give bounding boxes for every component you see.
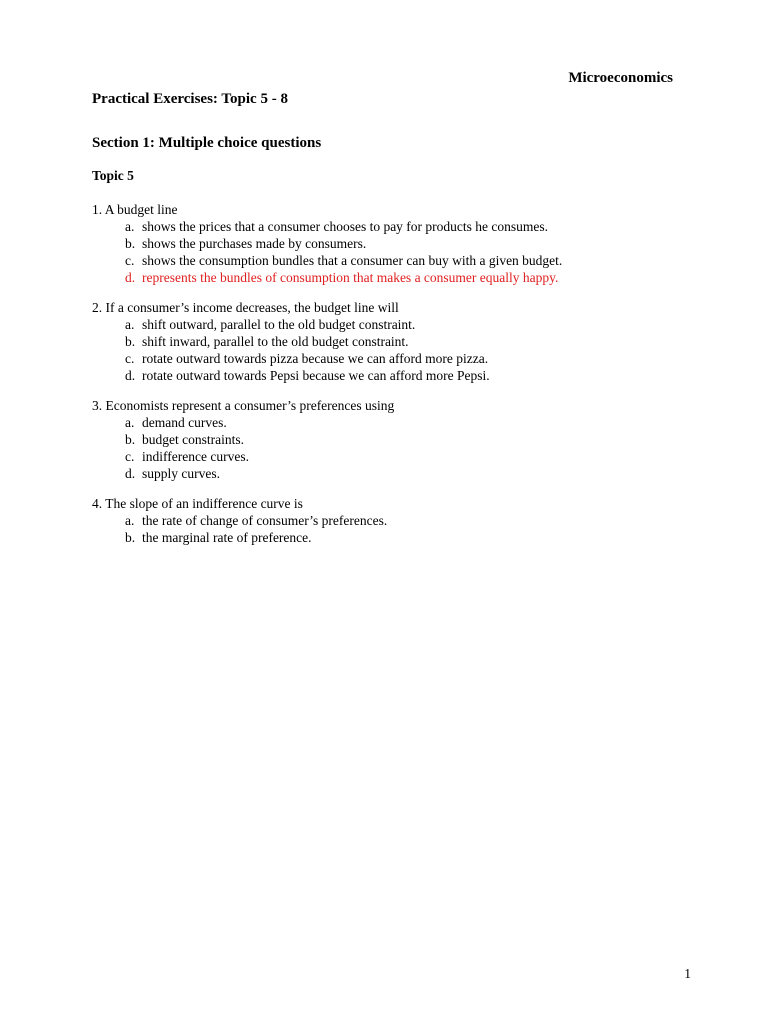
option-text: represents the bundles of consumption that makes a consumer equally happy. bbox=[142, 270, 559, 285]
option-letter: d. bbox=[125, 368, 136, 383]
question-stem: 1. A budget line bbox=[92, 202, 178, 217]
option-list bbox=[92, 316, 692, 384]
option-d bbox=[92, 367, 692, 384]
question-2 bbox=[92, 299, 692, 384]
document-title: Practical Exercises: Topic 5 - 8 bbox=[92, 91, 288, 107]
option-letter: a. bbox=[125, 415, 135, 430]
option-a bbox=[92, 316, 692, 333]
option-text: shows the consumption bundles that a consumer can buy with a given budget. bbox=[142, 253, 563, 268]
option-a bbox=[92, 218, 692, 235]
option-letter: a. bbox=[125, 219, 135, 234]
question-4 bbox=[92, 495, 692, 546]
option-c bbox=[92, 448, 692, 465]
option-c bbox=[92, 350, 692, 367]
question-3 bbox=[92, 397, 692, 482]
option-b bbox=[92, 529, 692, 546]
option-list bbox=[92, 512, 692, 546]
page-number: 1 bbox=[684, 966, 691, 981]
option-letter: b. bbox=[125, 432, 136, 447]
option-letter: d. bbox=[125, 270, 136, 285]
option-letter: c. bbox=[125, 449, 135, 464]
course-name: Microeconomics bbox=[568, 70, 673, 86]
option-a bbox=[92, 414, 692, 431]
option-list bbox=[92, 414, 692, 482]
option-d-highlighted bbox=[92, 269, 692, 286]
option-text: shows the prices that a consumer chooses to pay for products he consumes. bbox=[142, 219, 549, 234]
option-text: rotate outward towards pizza because we can afford more pizza. bbox=[142, 351, 489, 366]
option-text: rotate outward towards Pepsi because we can afford more Pepsi. bbox=[142, 368, 490, 383]
option-letter: b. bbox=[125, 236, 136, 251]
question-stem: 3. Economists represent a consumer’s preferences using bbox=[92, 398, 395, 413]
option-letter: c. bbox=[125, 253, 135, 268]
option-d bbox=[92, 465, 692, 482]
option-b bbox=[92, 235, 692, 252]
option-b bbox=[92, 333, 692, 350]
option-text: budget constraints. bbox=[142, 432, 244, 447]
option-text: the marginal rate of preference. bbox=[142, 530, 312, 545]
option-letter: b. bbox=[125, 530, 136, 545]
option-letter: c. bbox=[125, 351, 135, 366]
question-1 bbox=[92, 201, 692, 286]
option-text: the rate of change of consumer’s preferences. bbox=[142, 513, 388, 528]
question-stem: 4. The slope of an indifference curve is bbox=[92, 496, 303, 511]
option-text: demand curves. bbox=[142, 415, 227, 430]
option-letter: a. bbox=[125, 317, 135, 332]
section-title: Section 1: Multiple choice questions bbox=[92, 135, 322, 151]
option-letter: b. bbox=[125, 334, 136, 349]
option-text: shift inward, parallel to the old budget constraint. bbox=[142, 334, 409, 349]
question-stem: 2. If a consumer’s income decreases, the budget line will bbox=[92, 300, 399, 315]
option-c bbox=[92, 252, 692, 269]
option-a bbox=[92, 512, 692, 529]
option-letter: d. bbox=[125, 466, 136, 481]
option-list bbox=[92, 218, 692, 286]
option-text: supply curves. bbox=[142, 466, 220, 481]
option-text: shift outward, parallel to the old budget constraint. bbox=[142, 317, 416, 332]
question-list bbox=[92, 201, 692, 559]
option-text: shows the purchases made by consumers. bbox=[142, 236, 367, 251]
option-b bbox=[92, 431, 692, 448]
option-text: indifference curves. bbox=[142, 449, 249, 464]
topic-title: Topic 5 bbox=[92, 168, 134, 183]
option-letter: a. bbox=[125, 513, 135, 528]
